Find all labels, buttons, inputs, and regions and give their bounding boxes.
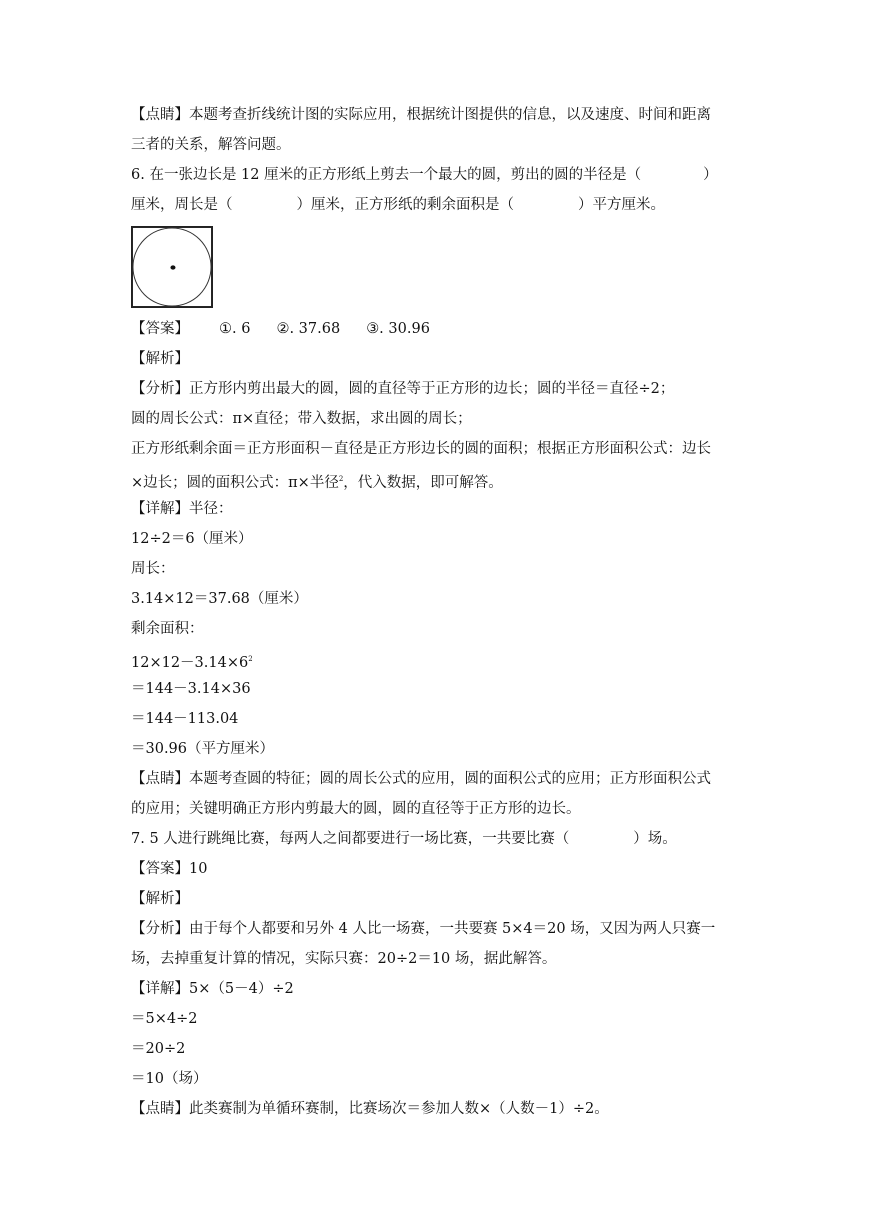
q6-area-step: ＝144－3.14×36	[131, 681, 251, 697]
q6-calc-line: 周长：	[131, 561, 175, 577]
q6-fenxi-line-1: 【分析】正方形内剪出最大的圆，圆的直径等于正方形的边长；圆的半径＝直径÷2；	[131, 381, 675, 397]
q7-fenxi-line-1: 【分析】由于每个人都要和另外 4 人比一场赛，一共要赛 5×4＝20 场，又因为两人只赛一	[131, 921, 716, 937]
q6-area-step: ＝30.96（平方厘米）	[131, 741, 275, 757]
square-with-circle-icon	[131, 226, 213, 308]
q7-step: ＝5×4÷2	[131, 1011, 198, 1027]
q6-dianjing-line-2: 的应用；关键明确正方形内剪最大的圆，圆的直径等于正方形的边长。	[131, 801, 581, 817]
q6-stem-line-1: 6. 在一张边长是 12 厘米的正方形纸上剪去一个最大的圆，剪出的圆的半径是（ ）	[131, 167, 718, 183]
q5-dianjing-line-1: 【点睛】本题考查折线统计图的实际应用，根据统计图提供的信息，以及速度、时间和距离	[131, 107, 711, 123]
q6-area-expression: $12\times 12-3.14\times 6^2$	[131, 655, 253, 671]
q7-xiangjie: 【详解】5×（5－4）÷2	[131, 981, 294, 997]
q6-calc-line: 12÷2＝6（厘米）	[131, 531, 253, 547]
q5-dianjing-line-2: 三者的关系，解答问题。	[131, 137, 291, 153]
q6-fenxi-line-4: ×边长；圆的面积公式：π×半径$^2$，代入数据，即可解答。	[131, 475, 503, 491]
q6-dianjing-line-1: 【点睛】本题考查圆的特征；圆的周长公式的应用，圆的面积公式的应用；正方形面积公式	[131, 771, 711, 787]
circle-in-square-figure	[131, 226, 741, 310]
q6-calc-line: 剩余面积：	[131, 621, 204, 637]
q7-dianjing: 【点睛】此类赛制为单循环赛制，比赛场次＝参加人数×（人数－1）÷2。	[131, 1101, 609, 1117]
q6-fenxi-line-3: 正方形纸剩余面＝正方形面积－直径是正方形边长的圆的面积；根据正方形面积公式：边长	[131, 441, 711, 457]
q7-step: ＝10（场）	[131, 1071, 208, 1087]
q7-jiexi: 【解析】	[131, 891, 189, 907]
q7-stem: 7. 5 人进行跳绳比赛，每两人之间都要进行一场比赛，一共要比赛（ ）场。	[131, 831, 677, 847]
q7-answer: 【答案】10	[131, 861, 208, 877]
q6-xiangjie: 【详解】半径：	[131, 501, 233, 517]
q6-stem-line-2: 厘米，周长是（ ）厘米，正方形纸的剩余面积是（ ）平方厘米。	[131, 197, 665, 213]
q6-calc-line: 3.14×12＝37.68（厘米）	[131, 591, 308, 607]
q6-area-step: ＝144－113.04	[131, 711, 239, 727]
q7-fenxi-line-2: 场，去掉重复计算的情况，实际只赛：20÷2＝10 场，据此解答。	[131, 951, 557, 967]
q7-step: ＝20÷2	[131, 1041, 186, 1057]
q6-fenxi-line-2: 圆的周长公式：π×直径；带入数据，求出圆的周长；	[131, 411, 472, 427]
document-page	[131, 100, 741, 1124]
q6-answer: 【答案】 ①. 6 ②. 37.68 ③. 30.96	[131, 321, 430, 337]
q6-jiexi: 【解析】	[131, 351, 189, 367]
